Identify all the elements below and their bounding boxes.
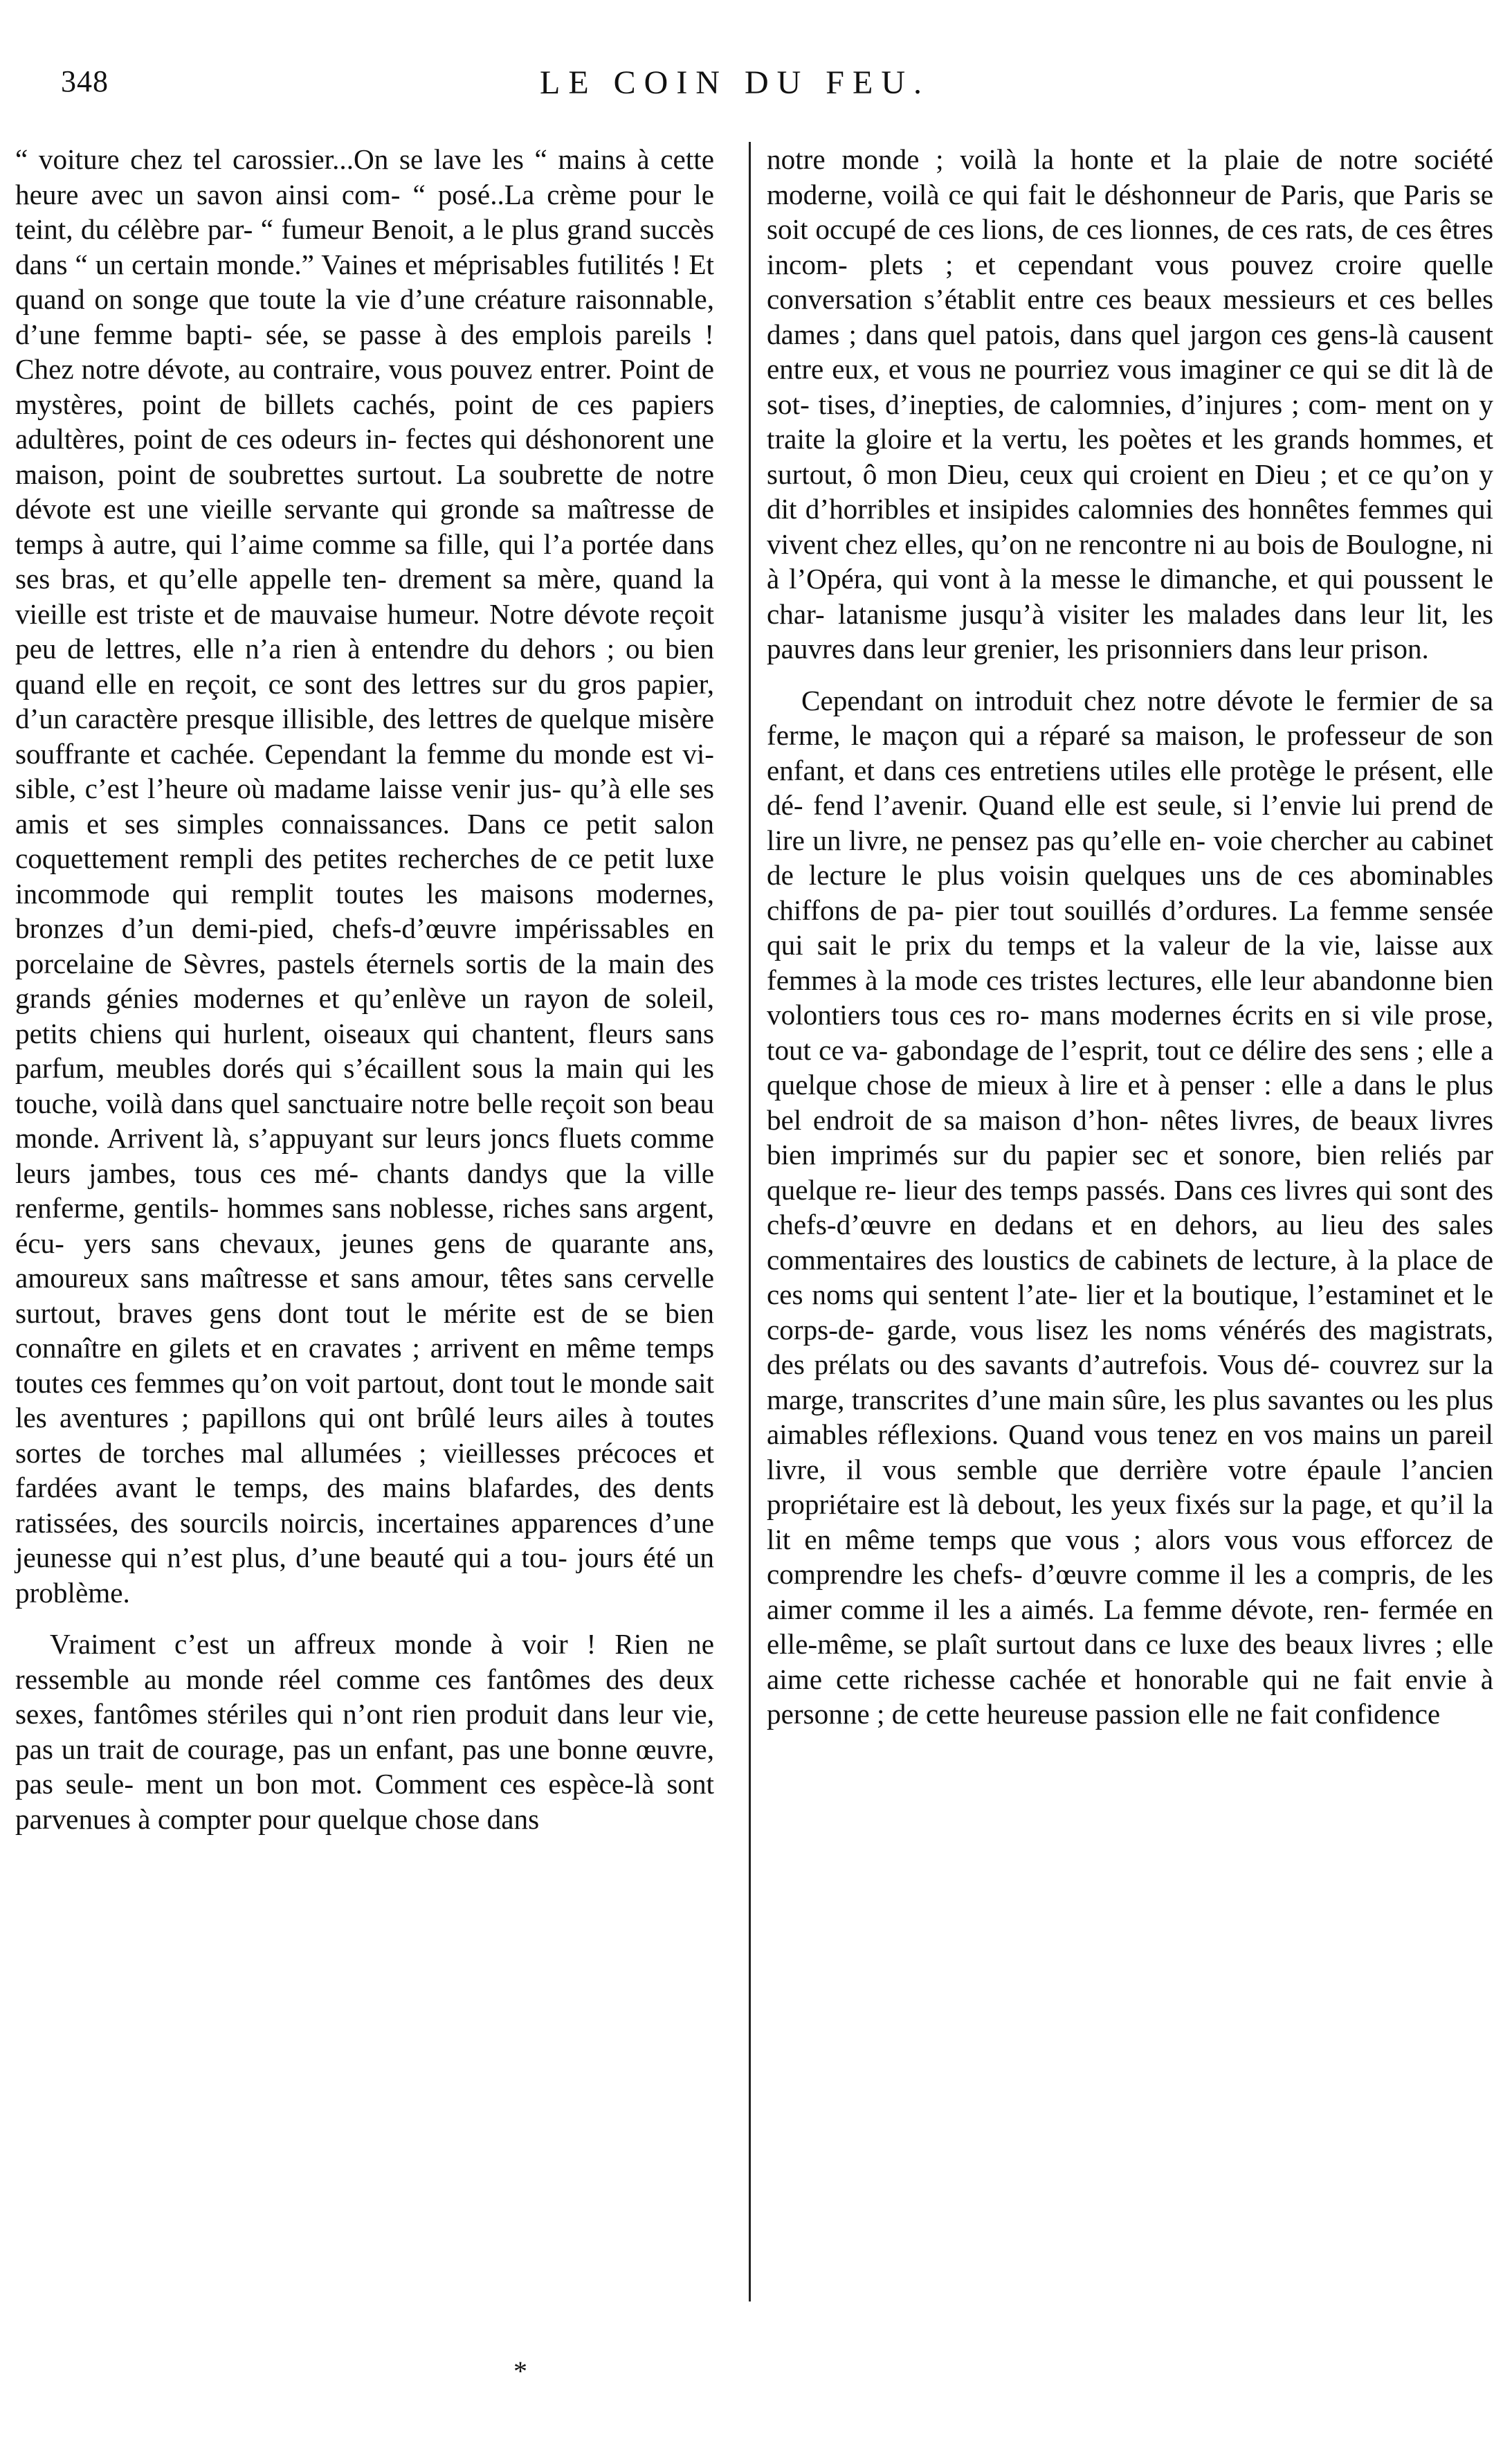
right-paragraph-1: notre monde ; voilà la honte et la plaie de notre société moderne, voilà ce qui fait le déshonneur de Paris, que Paris se soit occupé de ces lions, de ces lionnes, de ces rats, de ces êtres incom- plets ; et cependant vous pouvez croire quelle conversation s’établit entre ces beaux messieurs et ces belles dames ; dans quel patois, dans quel jargon ces gens-là causent entre eux, et vous ne pourriez vous imaginer ce qui se dit là de sot- tises, d’inepties, de calomnies, d’injures ; com- ment on y traite la gloire et la vertu, les poètes et les grands hommes, et surtout, ô mon Dieu, ceux qui croient en Dieu ; et ce qu’on y dit d’horribles et insipides calomnies des honnêtes femmes qui vivent chez elles, qu’on ne rencontre ni au bois de Boulogne, ni à l’Opéra, qui vont à la messe le dimanche, et qui poussent le char- latanisme jusqu’à visiter les malades dans leur lit, les pauvres dans leur grenier, les prisonniers dans leur prison. xyxy=(767,143,1493,664)
right-text-column xyxy=(767,142,1493,1732)
column-divider xyxy=(749,142,751,2301)
left-text-column xyxy=(15,142,714,1836)
signature-mark: * xyxy=(513,2355,527,2387)
page-number: 348 xyxy=(61,64,109,98)
left-paragraph-2: Vraiment c’est un affreux monde à voir ! Rien ne ressemble au monde réel comme ces fantômes des deux sexes, fantômes stériles qui n’ont rien produit dans leur vie, pas un trait de courage, pas un enfant, pas une bonne œuvre, pas seule- ment un bon mot. Comment ces espèce-là sont parvenues à compter pour quelque chose dans xyxy=(15,1628,714,1835)
right-paragraph-2: Cependant on introduit chez notre dévote le fermier de sa ferme, le maçon qui a réparé sa maison, le professeur de son enfant, et dans ces entretiens utiles elle protège le présent, elle dé- fend l’avenir. Quand elle est seule, si l’envie lui prend de lire un livre, ne pensez pas qu’elle en- voie chercher au cabinet de lecture le plus voisin quelques uns de ces abominables chiffons de pa- pier tout souillés d’ordures. La femme sensée qui sait le prix du temps et la valeur de la vie, laisse aux femmes à la mode ces tristes lectures, elle leur abandonne bien volontiers tous ces ro- mans modernes écrits en si vile prose, tout ce va- gabondage de l’esprit, tout ce délire des sens ; elle a quelque chose de mieux à lire et à penser : elle a dans le plus bel endroit de sa maison d’hon- nêtes livres, de beaux livres bien imprimés sur du papier sec et sonore, bien reliés par quelque re- lieur des temps passés. Dans ces livres qui sont des chefs-d’œuvre en dedans et en dehors, au lieu des sales commentaires des loustics de cabinets de lecture, à la place de ces noms qui sentent l’ate- lier et la boutique, l’estaminet et le corps-de- garde, vous lisez les noms vénérés des magistrats, des prélats ou des savants d’autrefois. Vous dé- couvrez sur la marge, transcrites d’une main sûre, les plus savantes ou les plus aimables réflexions. Quand vous tenez en vos mains un pareil livre, il vous semble que derrière votre épaule l’ancien propriétaire est là debout, les yeux fixés sur la page, et qu’il la lit en même temps que vous ; alors vous vous efforcez de comprendre les chefs- d’œuvre comme il les a compris, de les aimer comme il les a aimés. La femme dévote, ren- fermée en elle-même, se plaît surtout dans ce luxe des beaux livres ; elle aime cette richesse cachée et honorable qui ne fait envie à personne ; de cette heureuse passion elle ne fait confidence xyxy=(767,684,1493,1730)
left-paragraph-1: “ voiture chez tel carossier...On se lave les “ mains à cette heure avec un savon ainsi com- “ posé..La crème pour le teint, du célèbre par- “ fumeur Benoit, a le plus grand succès dans “ un certain monde.” Vaines et méprisables futilités ! Et quand on songe que toute la vie d’une créature raisonnable, d’une femme bapti- sée, se passe à des emplois pareils ! Chez notre dévote, au contraire, vous pouvez entrer. Point de mystères, point de billets cachés, point de ces papiers adultères, point de ces odeurs in- fectes qui déshonorent une maison, point de soubrettes surtout. La soubrette de notre dévote est une vieille servante qui gronde sa maîtresse de temps à autre, qui l’aime comme sa fille, qui l’a portée dans ses bras, et qu’elle appelle ten- drement sa mère, quand la vieille est triste et de mauvaise humeur. Notre dévote reçoit peu de lettres, elle n’a rien à entendre du dehors ; ou bien quand elle en reçoit, ce sont des lettres sur du gros papier, d’un caractère presque illisible, des lettres de quelque misère souffrante et cachée. Cependant la femme du monde est vi- sible, c’est l’heure où madame laisse venir jus- qu’à elle ses amis et ses simples connaissances. Dans ce petit salon coquettement rempli des petites recherches de ce petit luxe incommode qui remplit toutes les maisons modernes, bronzes d’un demi-pied, chefs-d’œuvre impérissables en porcelaine de Sèvres, pastels éternels sortis de la main des grands génies modernes et qu’enlève un rayon de soleil, petits chiens qui hurlent, oiseaux qui chantent, fleurs sans parfum, meubles dorés qui s’écaillent sous la main qui les touche, voilà dans quel sanctuaire notre belle reçoit son beau monde. Arrivent là, s’appuyant sur leurs joncs fluets comme leurs jambes, tous ces mé- chants dandys que la ville renferme, gentils- hommes sans noblesse, riches sans argent, écu- yers sans chevaux, jeunes gens de quarante ans, amoureux sans maîtresse et sans amour, têtes sans cervelle surtout, braves gens dont tout le mérite est de se bien connaître en gilets et en cravates ; arrivent en même temps toutes ces femmes qu’on voit partout, dont tout le monde sait les aventures ; papillons qui ont brûlé leurs ailes à toutes sortes de torches mal allumées ; vieillesses précoces et fardées avant le temps, des mains blafardes, des dents ratissées, des sourcils noircis, incertaines apparences d’une jeunesse qui n’est plus, d’une beauté qui a tou- jours été un problème. xyxy=(15,143,714,1609)
running-title: LE COIN DU FEU. xyxy=(540,64,930,101)
